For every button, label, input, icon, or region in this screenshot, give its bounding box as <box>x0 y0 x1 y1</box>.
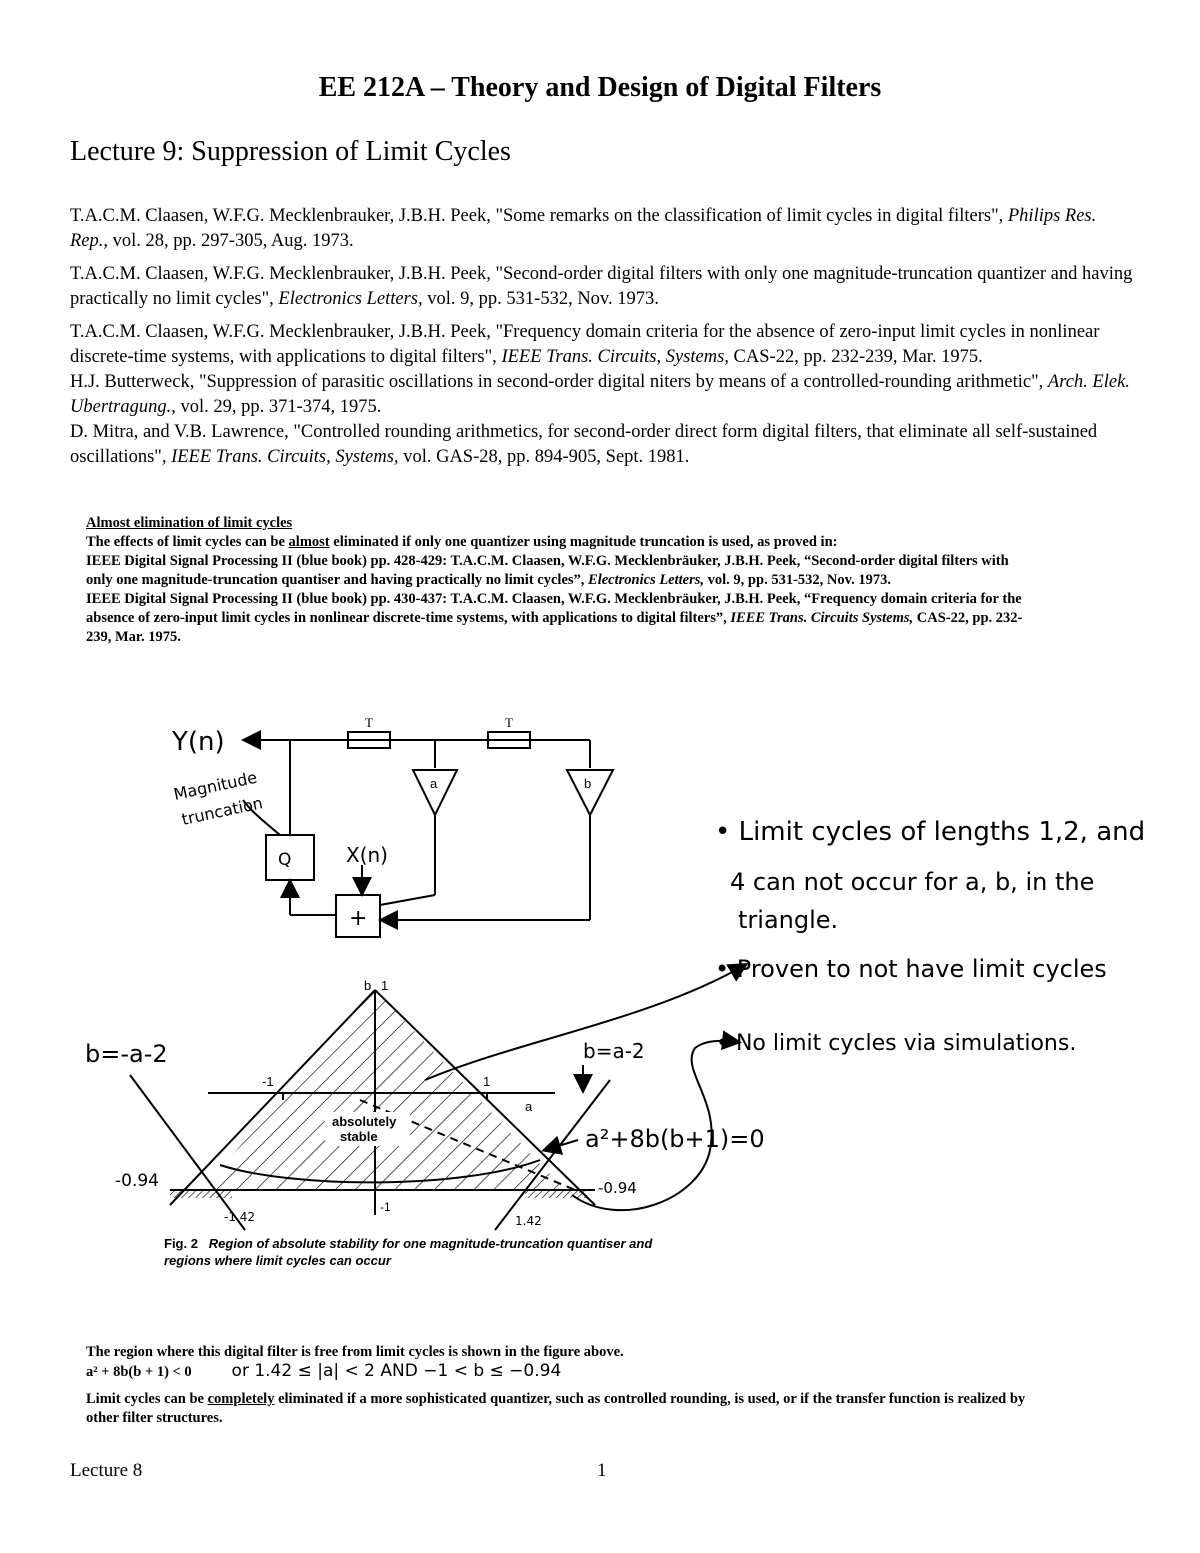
bluebook-reference <box>86 552 1026 590</box>
reference-details: vol. GAS-28, pp. 894-905, Sept. 1981. <box>398 447 690 467</box>
reference-details: vol. 9, pp. 531-532, Nov. 1973. <box>422 289 659 309</box>
conclusion-block <box>86 1343 1036 1428</box>
magnitude-note-1: Magnitude <box>171 767 259 804</box>
reference-item <box>70 262 1135 312</box>
section-heading: Almost elimination of limit cycles <box>86 515 293 531</box>
reference-text: H.J. Butterweck, "Suppression of parasitic oscillations in second-order digital niters by means of a controlled-rounding arithmetic", <box>70 372 1048 392</box>
lecture-title: Lecture 9: Suppression of Limit Cycles <box>70 136 511 167</box>
bluebook-ref-text: IEEE Digital Signal Processing II (blue book) pp. 428-429: T.A.C.M. Claasen, W.F.G. Mecklenbräuker, J.B.H. Peek, “Second-order digital filters with only one magnitude-truncation quantiser and having practically no limit cycles”, <box>86 553 1009 588</box>
note-1-line-1: • Limit cycles of lengths 1,2, and <box>715 817 1146 847</box>
footer-lecture: Lecture 8 <box>70 1460 143 1481</box>
magnitude-note-2: truncation <box>179 793 265 829</box>
quantizer-label: Q <box>278 850 292 870</box>
input-label: X(n) <box>346 843 388 867</box>
bluebook-ref-journal: IEEE Trans. Circuits Systems, <box>730 610 914 626</box>
reference-text: T.A.C.M. Claasen, W.F.G. Mecklenbrauker, J.B.H. Peek, "Some remarks on the classification of limit cycles in digital filters", <box>70 206 1008 226</box>
right-line-label: b=a-2 <box>583 1039 645 1063</box>
note-3: • No limit cycles via simulations. <box>716 1031 1077 1056</box>
reference-journal: Philips Res. Rep., <box>70 206 1097 251</box>
gain-b-label: b <box>584 776 592 791</box>
bluebook-ref-journal: Electronics Letters, <box>588 572 705 588</box>
output-label: Y(n) <box>172 727 225 757</box>
intro-paragraph <box>86 533 1026 552</box>
left-142-label: -1.42 <box>224 1210 256 1224</box>
final-statement <box>86 1390 1036 1428</box>
scanned-excerpt <box>86 514 1026 647</box>
reference-text: D. Mitra, and V.B. Lawrence, "Controlled rounding arithmetics, for second-order direct form digital filters, that eliminate all self-sustained oscillations", <box>70 422 1098 467</box>
reference-item <box>70 204 1135 254</box>
note-1-line-3: triangle. <box>738 906 839 934</box>
hatched-triangle <box>202 990 565 1190</box>
right-094-label: -0.94 <box>598 1179 637 1197</box>
region-statement: The region where this digital filter is free from limit cycles is shown in the figure above. <box>86 1344 624 1360</box>
final-text: Limit cycles can be <box>86 1391 208 1407</box>
bluebook-ref-details: CAS-22, pp. 232-239, Mar. 1975. <box>86 610 1023 645</box>
block-diagram <box>243 732 613 937</box>
limit-cycle-region-right <box>525 1190 587 1198</box>
reference-journal: IEEE Trans. Circuits, Systems, <box>501 347 729 367</box>
intro-text-end: eliminated if only one quantizer using magnitude truncation is used, as proved in: <box>329 534 838 550</box>
figure-caption-text: Region of absolute stability for one magnitude-truncation quantiser and regions where limit cycles can occur <box>164 1236 653 1268</box>
page-number: 1 <box>597 1460 607 1481</box>
right-142-label: 1.42 <box>515 1214 542 1228</box>
page-title: EE 212A – Theory and Design of Digital Filters <box>318 72 882 103</box>
tick-label-bottom-neg1: -1 <box>380 1200 391 1214</box>
tick-label-pos1: 1 <box>483 1074 491 1089</box>
reference-item <box>70 320 1135 370</box>
handwritten-notes <box>715 817 1145 1056</box>
line-b-eq-neg-a-minus-2 <box>130 1075 245 1230</box>
tick-label-neg1: -1 <box>262 1074 274 1089</box>
reference-details: vol. 28, pp. 297-305, Aug. 1973. <box>108 231 354 251</box>
reference-details: CAS-22, pp. 232-239, Mar. 1975. <box>728 347 983 367</box>
b-axis-one-label: 1 <box>381 978 389 993</box>
bluebook-ref-details: vol. 9, pp. 531-532, Nov. 1973. <box>704 572 891 588</box>
a-axis-label: a <box>525 1099 533 1114</box>
figure-caption <box>164 1235 664 1269</box>
bluebook-ref-text: IEEE Digital Signal Processing II (blue book) pp. 430-437: T.A.C.M. Claasen, W.F.G. Mecklenbräuker, J.B.H. Peek, “Frequency domain criteria for the absence of zero-input limit cycles in nonlinear discrete-time systems, with applications to digital filters”, <box>86 591 1022 626</box>
left-094-label: -0.94 <box>115 1171 159 1191</box>
reference-text: T.A.C.M. Claasen, W.F.G. Mecklenbrauker, J.B.H. Peek, "Second-order digital filters with only one magnitude-truncation quantizer and having practically no limit cycles", <box>70 264 1133 309</box>
figure-number: Fig. 2 <box>164 1236 198 1251</box>
b-axis-label: b <box>364 978 372 993</box>
reference-journal: Arch. Elek. Ubertragung., <box>70 372 1130 417</box>
gain-a-label: a <box>430 776 438 791</box>
diagram-labels <box>365 715 591 791</box>
reference-text: T.A.C.M. Claasen, W.F.G. Mecklenbrauker, J.B.H. Peek, "Frequency domain criteria for the absence of zero-input limit cycles in nonlinear discrete-time systems, with applications to digital filters", <box>70 322 1100 367</box>
reference-item <box>70 370 1135 420</box>
figure-area <box>0 700 1200 1260</box>
left-line-label: b=-a-2 <box>85 1040 168 1068</box>
delay-label-1: T <box>365 715 373 730</box>
intro-text: The effects of limit cycles can be <box>86 534 289 550</box>
final-text-end: eliminated if a more sophisticated quantizer, such as controlled rounding, is used, or if the transfer function is realized by other filter structures. <box>86 1391 1026 1426</box>
curve-equation-label: a²+8b(b+1)=0 <box>585 1125 765 1153</box>
intro-emphasis: almost <box>288 534 330 550</box>
note-1-line-2: 4 can not occur for a, b, in the <box>730 868 1095 896</box>
note-2: • Proven to not have limit cycles <box>715 955 1107 983</box>
reference-journal: IEEE Trans. Circuits, Systems, <box>171 447 399 467</box>
condition-handwritten: or 1.42 ≤ |a| < 2 AND −1 < b ≤ −0.94 <box>231 1361 562 1381</box>
adder-label: + <box>349 906 368 931</box>
delay-label-2: T <box>505 715 513 730</box>
final-emphasis: completely <box>207 1391 275 1407</box>
stability-plot <box>130 978 610 1230</box>
reference-details: vol. 29, pp. 371-374, 1975. <box>175 397 382 417</box>
absolutely-stable-label-1: absolutely <box>332 1114 397 1129</box>
reference-item <box>70 420 1135 470</box>
condition-line <box>86 1362 1036 1382</box>
condition-printed: a² + 8b(b + 1) < 0 <box>86 1364 192 1380</box>
bluebook-reference <box>86 590 1026 647</box>
reference-journal: Electronics Letters, <box>278 289 423 309</box>
absolutely-stable-label-2: stable <box>340 1129 378 1144</box>
reference-list <box>70 204 1135 470</box>
